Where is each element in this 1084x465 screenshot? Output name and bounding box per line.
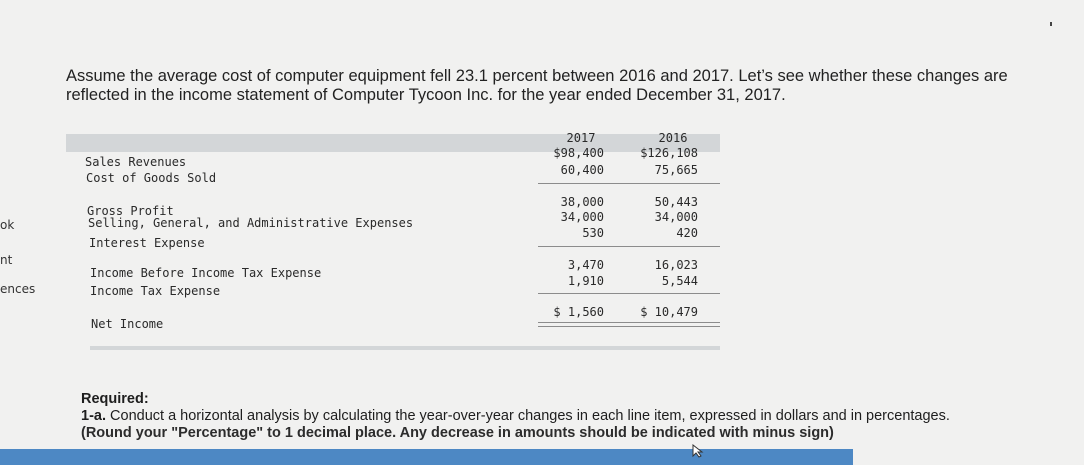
interest-2017: 530 <box>582 226 604 240</box>
cogs-label: Cost of Goods Sold <box>86 171 217 185</box>
sga-2016: 34,000 <box>654 210 698 224</box>
double-rule-bottom <box>538 326 720 327</box>
sales-2016: $126,108 <box>640 146 698 160</box>
problem-intro: Assume the average cost of computer equipment fell 23.1 percent between 2016 and 2017. Let’s see whether these changes are reflected in the income statement of Computer Tycoon Inc. for the year ended December 31, 2017. <box>66 67 1008 104</box>
required-item-text: Conduct a horizontal analysis by calculating the year-over-year changes in each line item, expressed in dollars and in percentages. <box>110 408 950 424</box>
sales-label: Sales Revenues <box>85 155 187 169</box>
sga-2017: 34,000 <box>560 210 604 224</box>
sidebar-label: ok <box>0 218 15 232</box>
answer-tab-bar[interactable] <box>0 449 853 465</box>
rule <box>538 246 720 247</box>
required-section <box>81 391 1081 442</box>
year-header-2017: 2017 <box>566 131 596 145</box>
cogs-2016: 75,665 <box>654 163 698 177</box>
tax-label: Income Tax Expense <box>90 284 221 298</box>
net-income-label: Net Income <box>91 317 164 331</box>
sales-2017: $98,400 <box>553 146 604 160</box>
cogs-2017: 60,400 <box>560 163 604 177</box>
dash-icon <box>1050 22 1052 26</box>
mouse-cursor-icon <box>691 444 705 458</box>
sidebar-item-print[interactable] <box>0 253 12 267</box>
net-2016: $ 10,479 <box>640 305 698 319</box>
double-rule-top <box>538 322 720 323</box>
pretax-2016: 16,023 <box>654 258 698 272</box>
sidebar-label: ences <box>0 282 36 296</box>
sidebar-item-references[interactable] <box>0 282 35 296</box>
required-heading: Required: <box>81 391 149 407</box>
pretax-label: Income Before Income Tax Expense <box>90 266 322 280</box>
tax-2016: 5,544 <box>661 274 698 288</box>
pretax-2017: 3,470 <box>567 258 604 272</box>
statement-footer-bar <box>90 346 720 350</box>
interest-label: Interest Expense <box>89 236 205 250</box>
tax-2017: 1,910 <box>567 274 604 288</box>
required-item-number: 1-a. <box>81 408 106 424</box>
rounding-instruction: (Round your "Percentage" to 1 decimal place. Any decrease in amounts should be indicated with minus sign) <box>81 425 834 441</box>
sidebar-item-book[interactable] <box>0 218 14 232</box>
sga-label: Selling, General, and Administrative Expenses <box>88 216 414 230</box>
gross-2016: 50,443 <box>654 195 698 209</box>
rule <box>538 293 720 294</box>
rule <box>538 183 720 184</box>
net-2017: $ 1,560 <box>553 305 604 319</box>
sidebar-label: nt <box>0 253 13 267</box>
gross-2017: 38,000 <box>560 195 604 209</box>
year-header-2016: 2016 <box>658 131 688 145</box>
interest-2016: 420 <box>676 226 698 240</box>
gross-profit-label: Gross Profit <box>87 204 174 218</box>
